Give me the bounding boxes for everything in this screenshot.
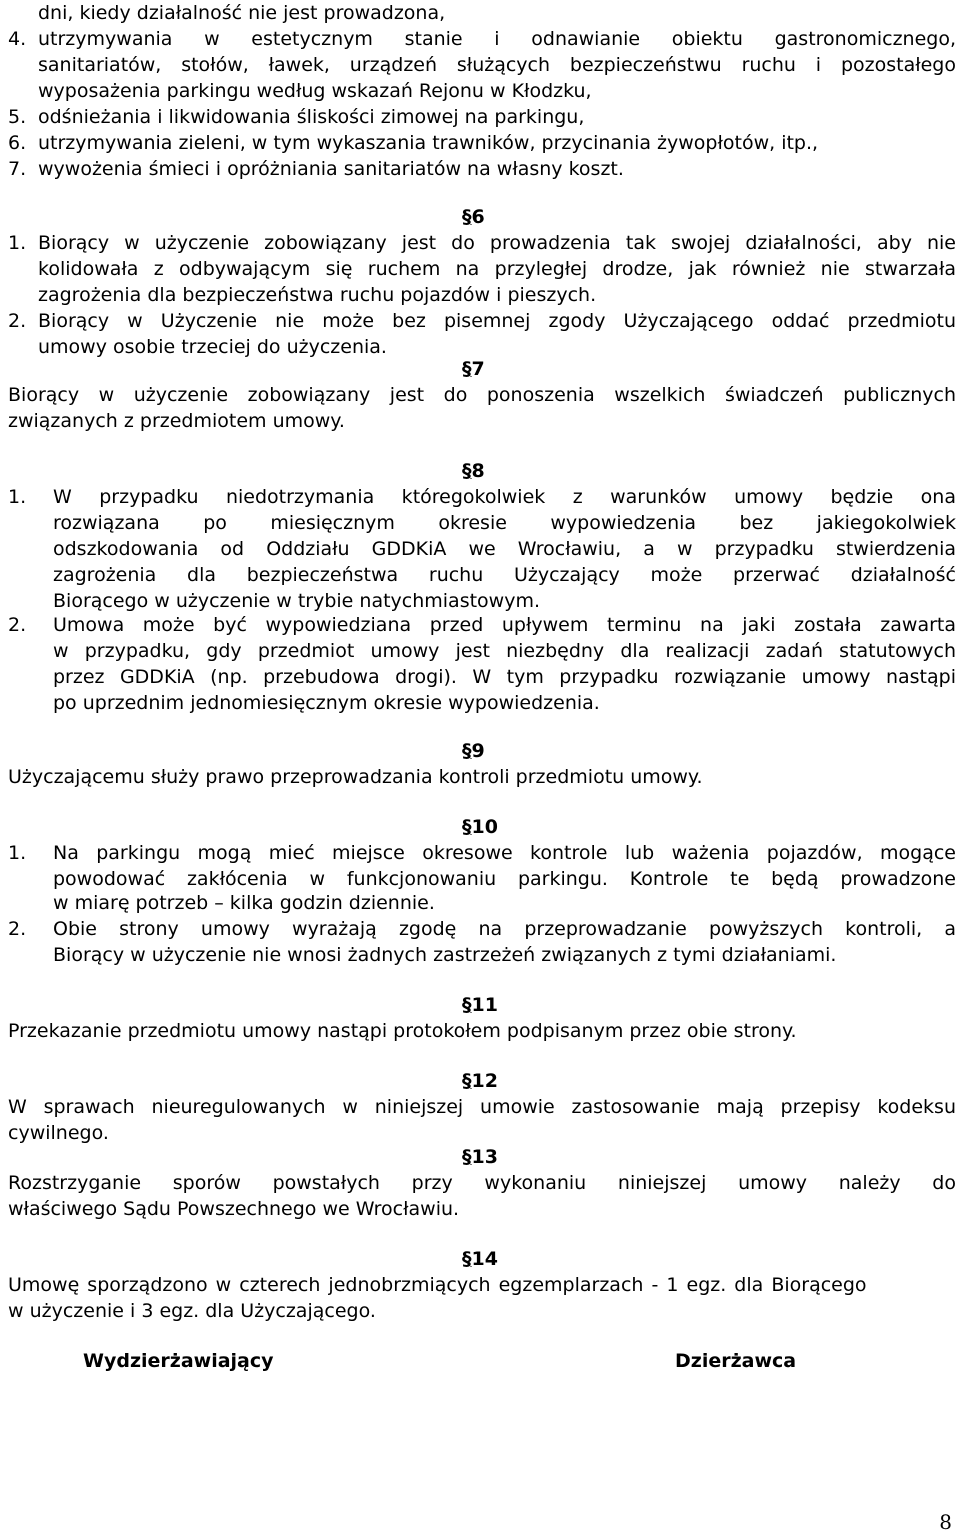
paragraph-line: rozwiązana po miesięcznym okresie wypowiedzenia bez jakiegokolwiek xyxy=(53,512,956,534)
paragraph-line: po uprzednim jednomiesięcznym okresie wypowiedzenia. xyxy=(53,692,600,714)
section-number: 11 xyxy=(471,994,498,1016)
list-number: 7. xyxy=(8,158,27,180)
signature-right: Dzierżawca xyxy=(675,1350,797,1372)
paragraph-line: odszkodowania od Oddziału GDDKiA we Wrocławiu, a w przypadku stwierdzenia xyxy=(53,538,956,560)
paragraph-line: umowy osobie trzeciej do użyczenia. xyxy=(38,336,387,358)
section-heading-13 xyxy=(462,1144,498,1170)
list-item-text: sanitariatów, stołów, ławek, urządzeń służących bezpieczeństwu ruchu i pozostałego xyxy=(38,54,956,76)
list-number: 1. xyxy=(8,842,27,864)
section-number: 6 xyxy=(471,206,485,228)
section-symbol: § xyxy=(462,816,472,838)
section-number: 10 xyxy=(471,816,498,838)
paragraph-line: Obie strony umowy wyrażają zgodę na przeprowadzanie powyższych kontroli, a xyxy=(53,918,956,940)
section-heading-7 xyxy=(462,356,485,382)
paragraph-line: Biorący w użyczenie nie wnosi żadnych zastrzeżeń związanych z tymi działaniami. xyxy=(53,944,837,966)
paragraph-line: w miarę potrzeb – kilka godzin dziennie. xyxy=(53,892,435,914)
paragraph-line: W przypadku niedotrzymania któregokolwiek z warunków umowy będzie ona xyxy=(53,486,956,508)
paragraph-line: Umowę sporządzono w czterech jednobrzmiących egzemplarzach - 1 egz. dla Biorącego xyxy=(8,1274,867,1296)
paragraph-line: Użyczającemu służy prawo przeprowadzania kontroli przedmiotu umowy. xyxy=(8,766,703,788)
list-number: 2. xyxy=(8,310,27,332)
paragraph-line: Biorącego w użyczenie w trybie natychmiastowym. xyxy=(53,590,541,612)
list-number: 2. xyxy=(8,614,27,636)
paragraph-line: Biorący w Użyczenie nie może bez pisemnej zgody Użyczającego oddać przedmiotu xyxy=(38,310,956,332)
paragraph-line: Biorący w użyczenie zobowiązany jest do ponoszenia wszelkich świadczeń publicznych xyxy=(8,384,956,406)
section-heading-12 xyxy=(462,1068,498,1094)
page-number: 8 xyxy=(939,1510,952,1534)
section-heading-8 xyxy=(462,458,485,484)
list-number: 6. xyxy=(8,132,27,154)
list-item-3-continuation: dni, kiedy działalność nie jest prowadzona, xyxy=(38,2,446,24)
section-number: 9 xyxy=(471,740,485,762)
section-heading-9 xyxy=(462,738,485,764)
section-heading-6 xyxy=(462,204,485,230)
paragraph-line: Przekazanie przedmiotu umowy nastąpi protokołem podpisanym przez obie strony. xyxy=(8,1020,797,1042)
section-symbol: § xyxy=(462,1248,472,1270)
section-number: 7 xyxy=(471,358,485,380)
paragraph-line: cywilnego. xyxy=(8,1122,109,1144)
paragraph-line: właściwego Sądu Powszechnego we Wrocławiu. xyxy=(8,1198,460,1220)
section-symbol: § xyxy=(462,460,472,482)
paragraph-line: kolidowała z odbywającym się ruchem na przyległej drodze, jak również nie stwarzała xyxy=(38,258,956,280)
section-number: 13 xyxy=(471,1146,498,1168)
list-number: 4. xyxy=(8,28,27,50)
section-symbol: § xyxy=(462,206,472,228)
list-number: 5. xyxy=(8,106,27,128)
section-symbol: § xyxy=(462,994,472,1016)
list-item-text: wywożenia śmieci i opróżniania sanitariatów na własny koszt. xyxy=(38,158,624,180)
section-symbol: § xyxy=(462,1070,472,1092)
paragraph-line: Na parkingu mogą mieć miejsce okresowe kontrole lub ważenia pojazdów, mogące xyxy=(53,842,956,864)
section-symbol: § xyxy=(462,358,472,380)
section-number: 12 xyxy=(471,1070,498,1092)
paragraph-line: w użyczenie i 3 egz. dla Użyczającego. xyxy=(8,1300,376,1322)
paragraph-line: związanych z przedmiotem umowy. xyxy=(8,410,345,432)
section-heading-14 xyxy=(462,1246,498,1272)
paragraph-line: Rozstrzyganie sporów powstałych przy wykonaniu niniejszej umowy należy do xyxy=(8,1172,956,1194)
list-item-text: wyposażenia parkingu według wskazań Rejonu w Kłodzku, xyxy=(38,80,592,102)
section-number: 8 xyxy=(471,460,485,482)
paragraph-line: zagrożenia dla bezpieczeństwa ruchu Użyczający może przerwać działalność xyxy=(53,564,956,586)
signature-left: Wydzierżawiający xyxy=(83,1350,274,1372)
list-item-text: utrzymywania w estetycznym stanie i odnawianie obiektu gastronomicznego, xyxy=(38,28,956,50)
paragraph-line: W sprawach nieuregulowanych w niniejszej umowie zastosowanie mają przepisy kodeksu xyxy=(8,1096,956,1118)
section-heading-11 xyxy=(462,992,498,1018)
list-item-text: utrzymywania zieleni, w tym wykaszania trawników, przycinania żywopłotów, itp., xyxy=(38,132,819,154)
paragraph-line: w przypadku, gdy przedmiot umowy jest niezbędny dla realizacji zadań statutowych xyxy=(53,640,956,662)
paragraph-line: zagrożenia dla bezpieczeństwa ruchu pojazdów i pieszych. xyxy=(38,284,597,306)
list-number: 1. xyxy=(8,232,27,254)
section-symbol: § xyxy=(462,740,472,762)
paragraph-line: Biorący w użyczenie zobowiązany jest do prowadzenia tak swojej działalności, aby nie xyxy=(38,232,956,254)
paragraph-line: powodować zakłócenia w funkcjonowaniu parkingu. Kontrole te będą prowadzone xyxy=(53,868,956,890)
list-item-text: odśnieżania i likwidowania śliskości zimowej na parkingu, xyxy=(38,106,585,128)
list-number: 1. xyxy=(8,486,27,508)
section-heading-10 xyxy=(462,814,498,840)
list-number: 2. xyxy=(8,918,27,940)
section-number: 14 xyxy=(471,1248,498,1270)
section-symbol: § xyxy=(462,1146,472,1168)
paragraph-line: Umowa może być wypowiedziana przed upływem terminu na jaki została zawarta xyxy=(53,614,956,636)
paragraph-line: przez GDDKiA (np. przebudowa drogi). W tym przypadku rozwiązanie umowy nastąpi xyxy=(53,666,956,688)
